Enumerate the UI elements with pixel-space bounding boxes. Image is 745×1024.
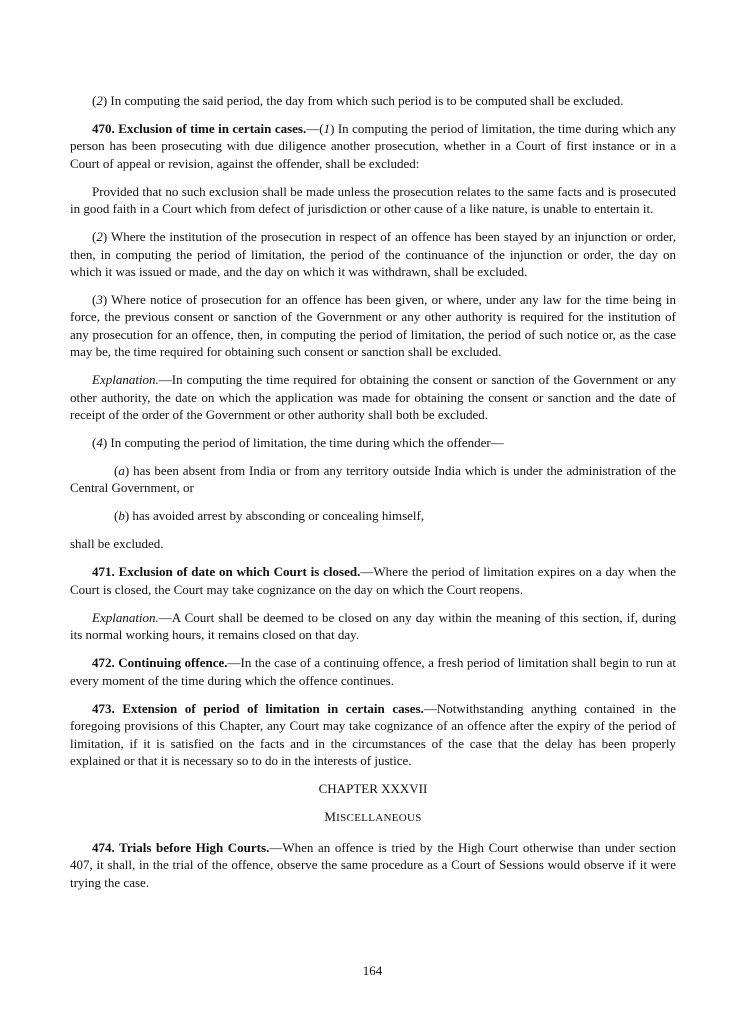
section-heading: 474. Trials before High Courts.	[92, 839, 270, 855]
section-471	[70, 563, 676, 598]
clause-text: ) In computing the said period, the day from which such period is to be computed shall be excluded.	[102, 93, 624, 108]
dash: —(	[306, 121, 324, 136]
paragraph-2-computing	[70, 92, 676, 109]
section-heading: 473. Extension of period of limitation in certain cases.	[92, 700, 424, 716]
clause-text: ) Where the institution of the prosecution in respect of an offence has been stayed by an injunction or order, then, in computing the period of limitation, the period of the continuance of the injunction or order, the day on which it was issued or made, and the day on which it was withdrawn, shall be excluded.	[70, 229, 676, 280]
chapter-title: CHAPTER XXXVII	[318, 780, 428, 796]
paren: (	[92, 93, 97, 108]
section-text: —Where the period of limitation expires on a day when the Court is closed, the Court may take cognizance on the day on which the Court reopens.	[70, 564, 676, 597]
section-text: —In the case of a continuing offence, a fresh period of limitation shall begin to run at every moment of the time during which the offence continues.	[70, 655, 676, 688]
section-heading: 472. Continuing offence.	[92, 655, 228, 671]
section-heading: 471. Exclusion of date on which Court is closed.	[92, 564, 361, 580]
subsection-2: (2) Where the institution of the prosecution in respect of an offence has been stayed by an injunction or order, then, in computing the period of limitation, the period of the continuance of the injunction or order, the day on which it was issued or made, and the day on which it was withdrawn, shall be excluded.	[70, 229, 676, 280]
explanation-text: —In computing the time required for obtaining the consent or sanction of the Government or any other authority, the date on which the application was made for obtaining the consent or sanction and the date of receipt of the order of the Government or other authority shall both be excluded.	[70, 372, 676, 423]
page-number: 164	[362, 963, 383, 978]
clause-number: 1	[323, 121, 331, 136]
section-text: —Notwithstanding anything contained in the foregoing provisions of this Chapter, any Court may take cognizance of an offence after the expiry of the period of limitation, if it is satisfied on the facts and in the circumstances of the case that the delay has been properly explained or that it is necessary so to do in the interests of justice.	[70, 700, 676, 768]
clause-letter: b	[118, 508, 125, 524]
clause-text: ) has been absent from India or from any territory outside India which is under the administration of the Central Government, or	[70, 463, 676, 496]
clause-tail: shall be excluded.	[70, 536, 164, 552]
clause-letter: a	[118, 463, 125, 479]
section-text: —When an offence is tried by the High Court otherwise than under section 407, it shall, in the trial of the offence, observe the same procedure as a Court of Sessions would observe if it were trying the case.	[70, 839, 677, 890]
clause-number: 3	[96, 292, 103, 308]
clause-number: 2	[96, 93, 103, 108]
subtitle-rest: ISCELLANEOUS	[336, 812, 422, 825]
explanation-label: Explanation.	[92, 609, 159, 625]
clause-text: ) Where notice of prosecution for an offence has been given, or where, under any law for the time being in force, the previous consent or sanction of the Government or any other authority is required for the institution of any prosecution for an offence, then, in computing the period of limitation, the period of such notice or, as the case may be, the time required for obtaining such consent or sanction shall be excluded.	[70, 292, 676, 360]
document-page	[70, 92, 676, 902]
explanation-label: Explanation.	[92, 372, 159, 388]
subsection-3: (3) Where notice of prosecution for an offence has been given, or where, under any law for the time being in force, the previous consent or sanction of the Government or any other authority is required for the institution of any prosecution for an offence, then, in computing the period of limitation, the period of such notice or, as the case may be, the time required for obtaining such consent or sanction shall be excluded.	[70, 292, 676, 360]
clause-text: ) In computing the period of limitation, the time during which the offender—	[102, 435, 504, 451]
proviso: Provided that no such exclusion shall be made unless the prosecution relates to the same facts and is prosecuted in good faith in a Court which from defect of jurisdiction or other cause of a like nature, is unable to entertain it.	[70, 183, 676, 217]
clause-number: 4	[96, 435, 103, 451]
section-473	[70, 700, 676, 770]
explanation-470	[70, 371, 676, 423]
chapter-subtitle	[70, 808, 676, 827]
section-472	[70, 654, 676, 689]
clause-text: ) has avoided arrest by absconding or concealing himself,	[124, 508, 425, 524]
subsection-4: (4) In computing the period of limitation, the time during which the offender—	[92, 435, 504, 451]
explanation-text: —A Court shall be deemed to be closed on any day within the meaning of this section, if, during its normal working hours, it remains closed on that day.	[70, 609, 676, 643]
section-474	[70, 839, 676, 891]
section-470	[70, 120, 676, 172]
section-heading: 470. Exclusion of time in certain cases.	[92, 121, 307, 136]
subtitle-initial: M	[324, 809, 337, 825]
explanation-471	[70, 609, 676, 644]
section-text: ) In computing the period of limitation, the time during which any person has been prosecuting with due diligence another prosecution, whether in a Court of first instance or in a Court of appeal or revision, against the offender, shall be excluded:	[70, 121, 676, 171]
clause-number: 2	[96, 229, 103, 245]
clause-b: (b) has avoided arrest by absconding or concealing himself,	[114, 508, 425, 524]
clause-a: (a) has been absent from India or from any territory outside India which is under the administration of the Central Government, or	[70, 463, 676, 496]
